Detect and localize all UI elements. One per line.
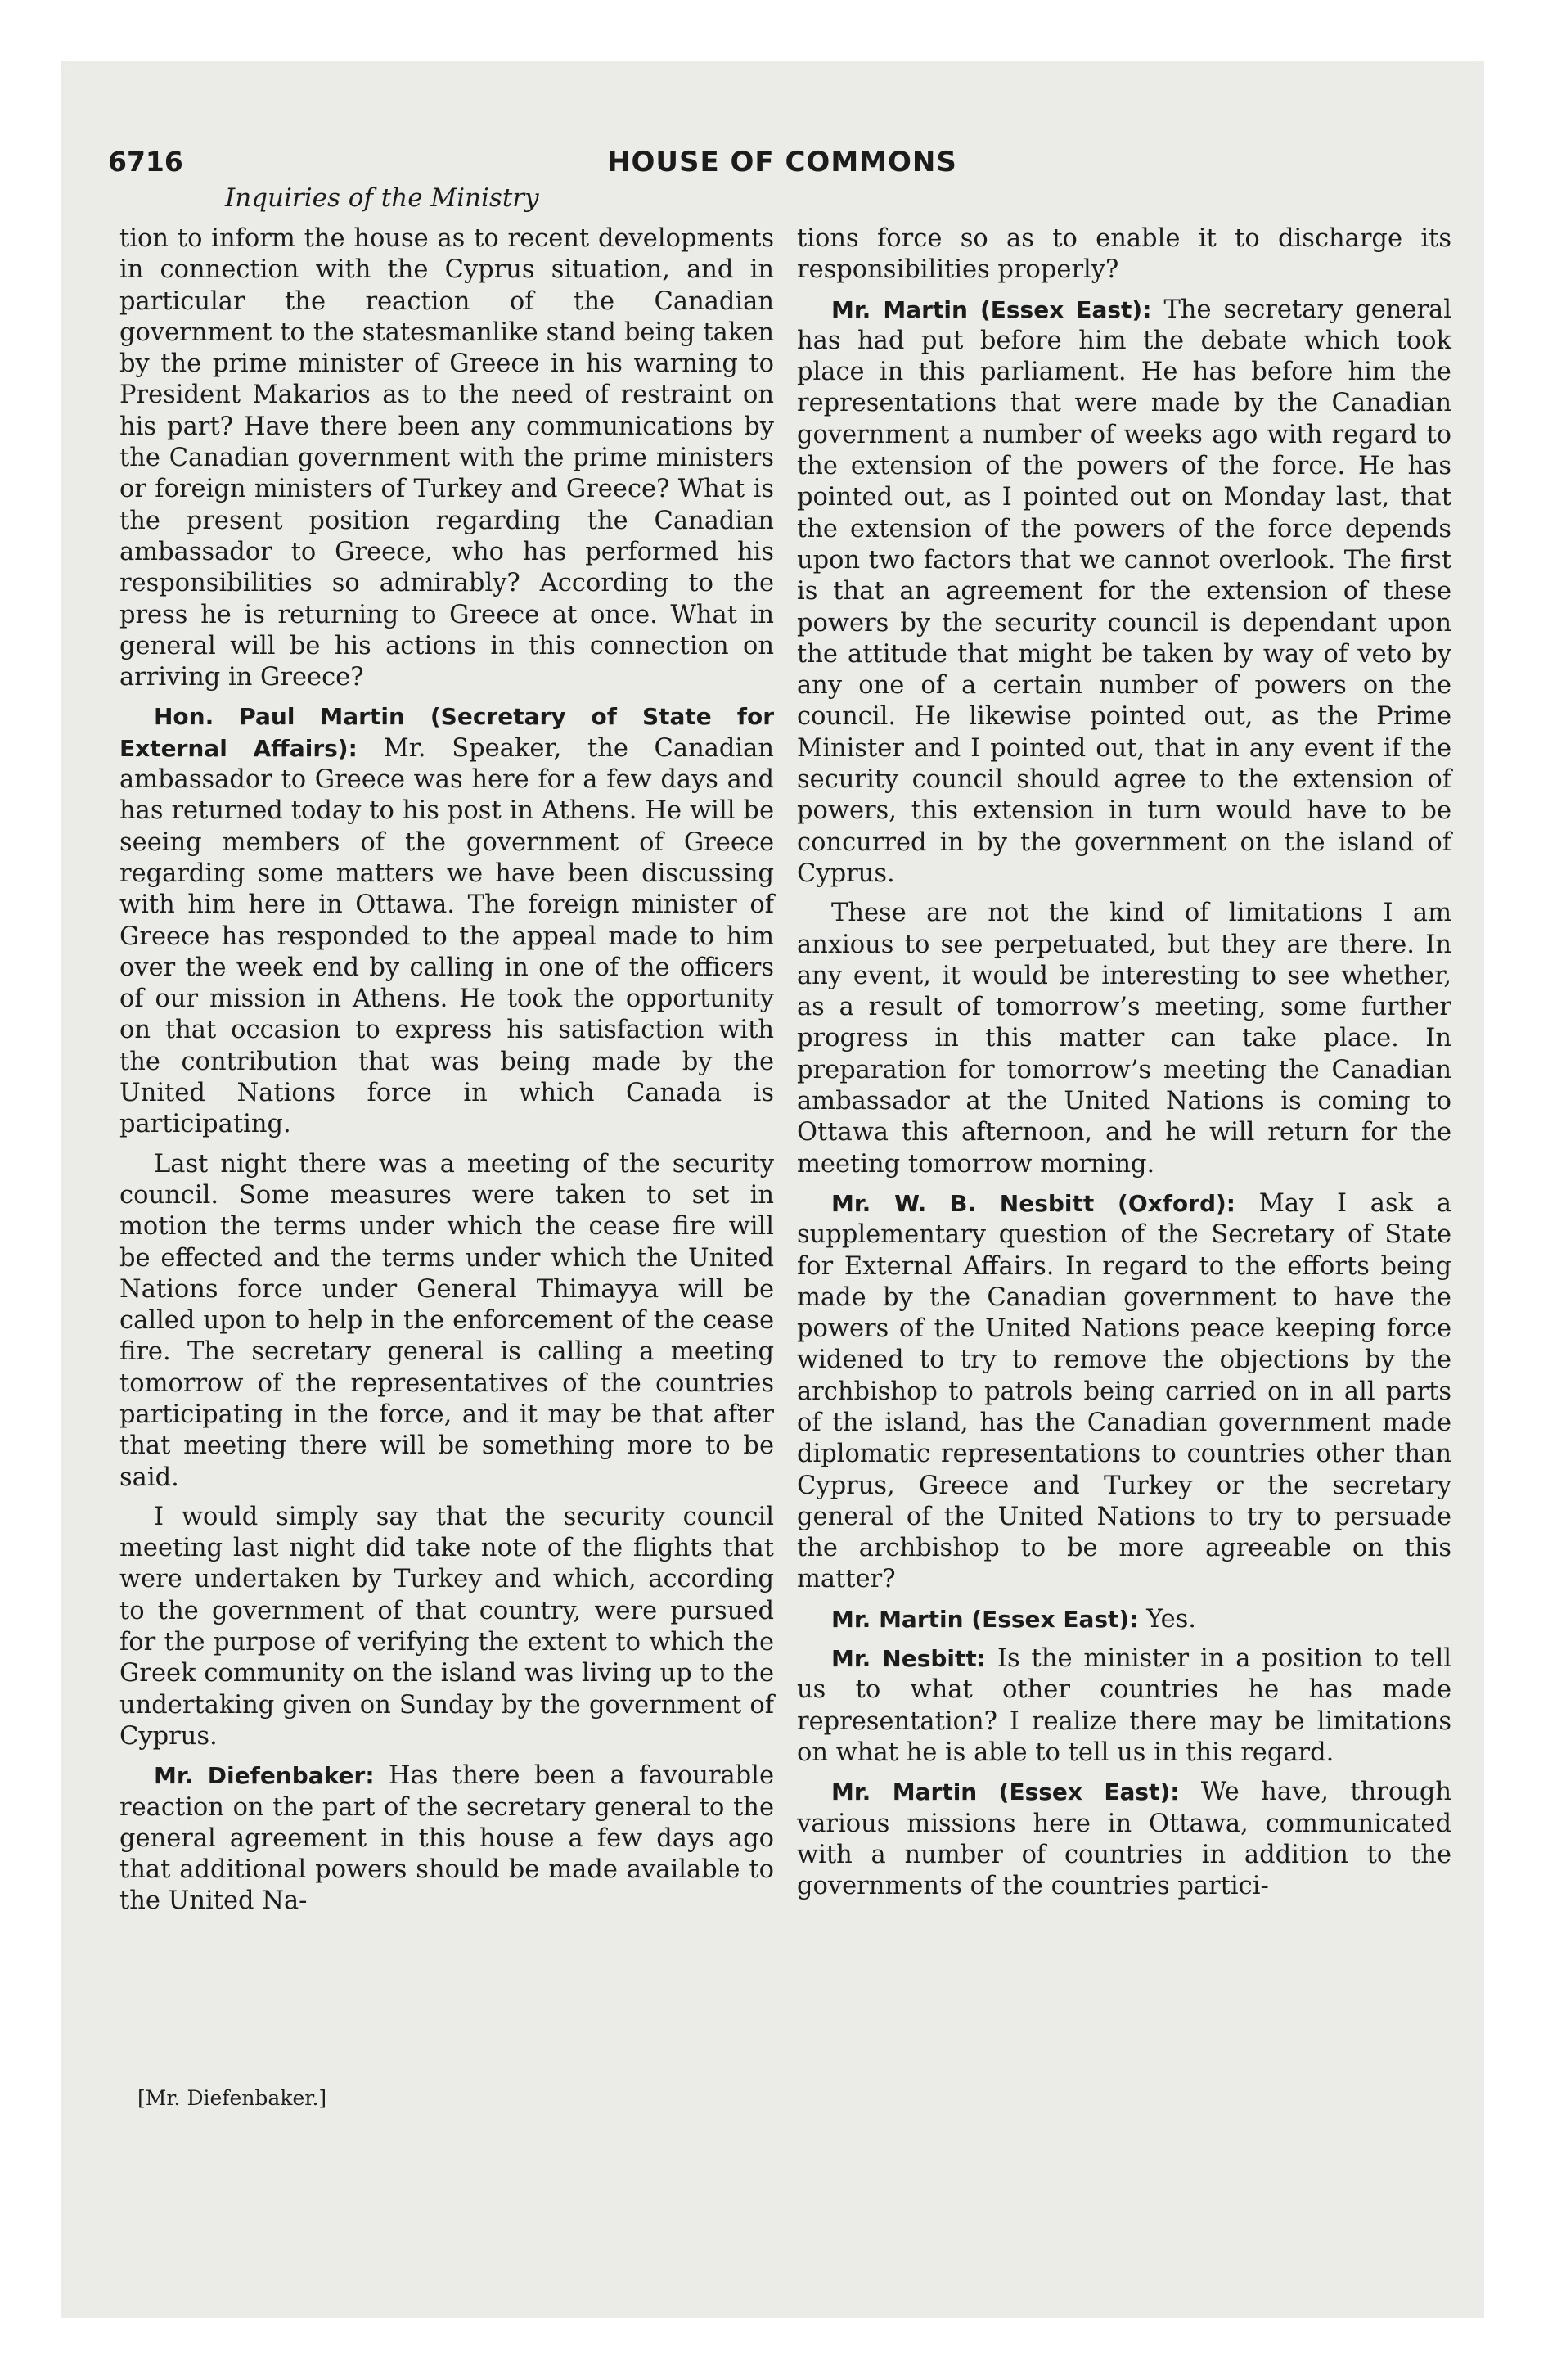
paragraph: [797, 1643, 1451, 1769]
paragraph-text: Is the minister in a position to tell us to what other countries he has made representation? I realize there may be limitations on what he is able to tell us in this regard.: [797, 1644, 1451, 1767]
paragraph-text: May I ask a supplementary question of the Secretary of State for External Affairs. In regard to the efforts being made by the Canadian government to have the powers of the United Nations peace keeping force widened to try to remove the objections by the archbishop to patrols being carried on in all parts of the island, has the Canadian government made diplomatic representations to countries other than Cyprus, Greece and Turkey or the secretary general of the United Nations to try to persuade the archbishop to be more agreeable on this matter?: [797, 1188, 1451, 1594]
paragraph-text: Last night there was a meeting of the security council. Some measures were taken to set in motion the terms under which the cease fire will be effected and the terms under which the United Nations force under General Thimayya will be called upon to help in the enforcement of the cease fire. The secretary general is calling a meeting tomorrow of the representatives of the countries participating in the force, and it may be that after that meeting there will be something more to be said.: [119, 1149, 774, 1492]
paragraph: [119, 701, 774, 1140]
right-column: [797, 223, 1451, 1902]
paragraph-text: The secretary general has had put before him the debate which took place in this parliament. He has before him the representations that were made by the Canadian government a number of weeks ago with regard to the extension of the powers of the force. He has pointed out, as I pointed out on Monday last, that the extension of the powers of the force depends upon two factors that we cannot overlook. The first is that an agreement for the extension of these powers by the security council is dependant upon the attitude that might be taken by way of veto by any one of a certain number of powers on the council. He likewise pointed out, as the Prime Minister and I pointed out, that in any event if the security council should agree to the extension of powers, this extension in turn would have to be concurred in by the government on the island of Cyprus.: [797, 295, 1451, 888]
page-header: [108, 146, 1442, 183]
paragraph: [119, 1760, 774, 1917]
paragraph: [119, 223, 774, 693]
paragraph-text: tion to inform the house as to recent developments in connection with the Cyprus situation, and in particular the reaction of the Canadian government to the statesmanlike stand being taken by the prime minister of Greece in his warning to President Makarios as to the need of restraint on his part? Have there been any communications by the Canadian government with the prime ministers or foreign ministers of Turkey and Greece? What is the present position regarding the Canadian ambassador to Greece, who has performed his responsibilities so admirably? According to the press he is returning to Greece at once. What in general will be his actions in this connection on arriving in Greece?: [119, 224, 774, 692]
paragraph-text: Yes.: [1146, 1604, 1197, 1634]
paragraph-text: Mr. Speaker, the Canadian ambassador to Greece was here for a few days and has returned today to his post in Athens. He will be seeing members of the government of Greece regarding some matters we have been discussing with him here in Ottawa. The foreign minister of Greece has responded to the appeal made to him over the week end by calling in one of the officers of our mission in Athens. He took the opportunity on that occasion to express his satisfaction with the contribution that was being made by the United Nations force in which Canada is participating.: [119, 733, 774, 1139]
paragraph: [797, 295, 1451, 890]
paragraph: [797, 223, 1451, 286]
footer-note: [Mr. Diefenbaker.]: [137, 2086, 327, 2110]
speaker-name: Mr. Nesbitt:: [831, 1645, 986, 1673]
page-number: 6716: [108, 146, 183, 178]
speaker-name: Mr. W. B. Nesbitt (Oxford):: [831, 1189, 1235, 1217]
paragraph: [119, 1149, 774, 1494]
paragraph-text: These are not the kind of limitations I am anxious to see perpetuated, but they are there. In any event, it would be interesting to see whether, as a result of tomorrow’s meeting, some further progress in this matter can take place. In preparation for tomorrow’s meeting the Canadian ambassador at the United Nations is coming to Ottawa this afternoon, and he will return for the meeting tomorrow morning.: [797, 899, 1451, 1179]
paragraph-text: I would simply say that the security council meeting last night did take note of the flights that were undertaken by Turkey and which, according to the government of that country, were pursued for the purpose of verifying the extent to which the Greek community on the island was living up to the undertaking given on Sunday by the government of Cyprus.: [119, 1502, 774, 1751]
paragraph-text: tions force so as to enable it to discharge its responsibilities properly?: [797, 224, 1451, 285]
paragraph: [119, 1502, 774, 1752]
paragraph: [797, 1777, 1451, 1902]
speaker-name: Mr. Martin (Essex East):: [831, 1605, 1139, 1633]
paragraph: [797, 898, 1451, 1180]
left-column: [119, 223, 774, 1918]
speaker-name: Mr. Diefenbaker:: [154, 1762, 375, 1790]
paragraph-text: We have, through various missions here in Ottawa, communicated with a number of countries in addition to the governments of the countries partici-: [797, 1778, 1452, 1901]
speaker-name: Mr. Martin (Essex East):: [831, 1778, 1180, 1806]
section-heading: Inquiries of the Ministry: [225, 183, 539, 213]
running-head: HOUSE OF COMMONS: [607, 146, 957, 178]
paragraph: [797, 1604, 1451, 1635]
paragraph-text: Has there been a favourable reaction on the part of the secretary general to the general agreement in this house a few days ago that additional powers should be made available to the United Na-: [119, 1761, 774, 1916]
speaker-name: Mr. Martin (Essex East):: [831, 295, 1152, 323]
paragraph: [797, 1188, 1451, 1596]
speaker-name: Hon. Paul Martin (Secretary of State for External Affairs):: [119, 703, 774, 762]
